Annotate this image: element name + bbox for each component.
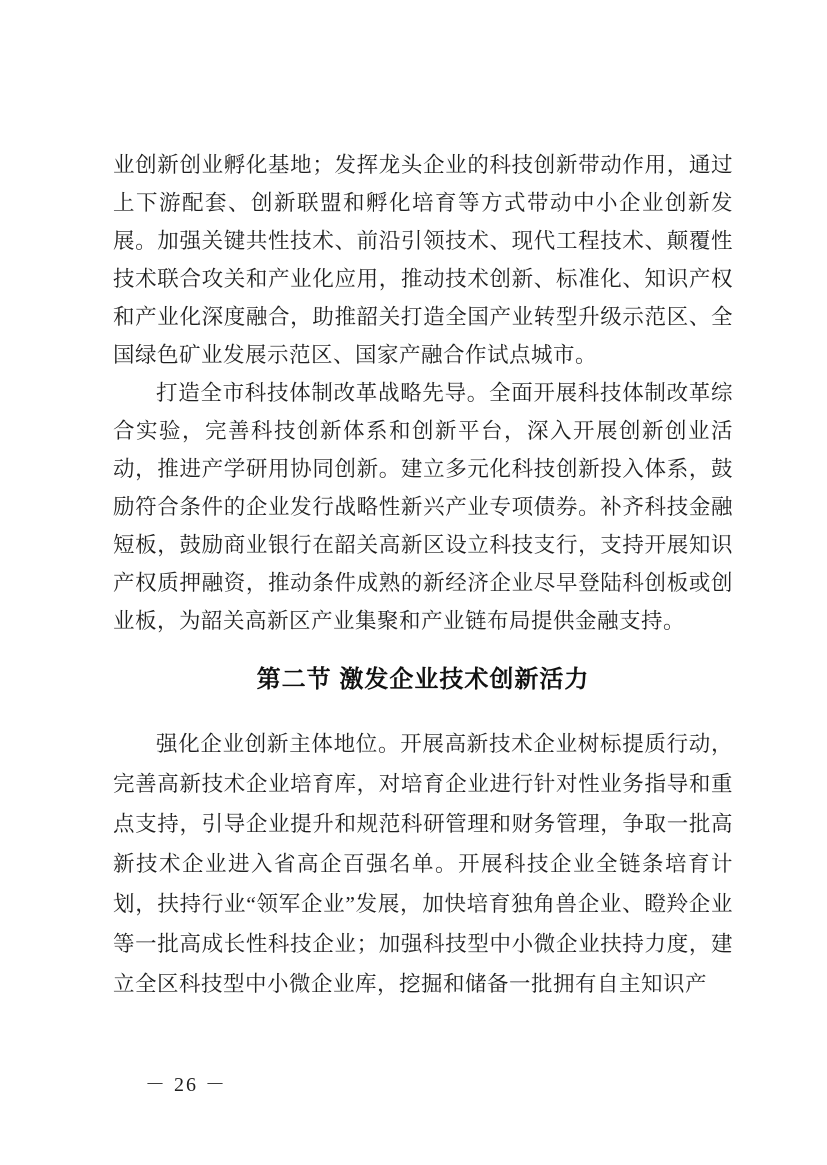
paragraph: 强化企业创新主体地位。开展高新技术企业树标提质行动，完善高新技术企业培育库，对培育企业进行针对性业务指导和重点支持，引导企业提升和规范科研管理和财务管理，争取一批高新技术企业进入省高企百强名单。开展科技企业全链条培育计划，扶持行业“领军企业”发展，加快培育独角兽企业、瞪羚企业等一批高成长性科技企业；加强科技型中小微企业扶持力度，建立全区科技型中小微企业库，挖掘和储备一批拥有自主知识产	[113, 732, 733, 996]
section-heading: 第二节 激发企业技术创新活力	[256, 666, 590, 693]
paragraph: 打造全市科技体制改革战略先导。全面开展科技体制改革综合实验，完善科技创新体系和创新平台，深入开展创新创业活动，推进产学研用协同创新。建立多元化科技创新投入体系，鼓励符合条件的企业发行战略性新兴产业专项债券。补齐科技金融短板，鼓励商业银行在韶关高新区设立科技支行，支持开展知识产权质押融资，推动条件成熟的新经济企业尽早登陆科创板或创业板，为韶关高新区产业集聚和产业链布局提供金融支持。	[113, 381, 733, 633]
page-content	[113, 146, 733, 1004]
page-number: － 26 －	[145, 1074, 227, 1096]
paragraph-continuation: 业创新创业孵化基地；发挥龙头企业的科技创新带动作用，通过上下游配套、创新联盟和孵化培育等方式带动中小企业创新发展。加强关键共性技术、前沿引领技术、现代工程技术、颠覆性技术联合攻关和产业化应用，推动技术创新、标准化、知识产权和产业化深度融合，助推韶关打造全国产业转型升级示范区、全国绿色矿业发展示范区、国家产融合作试点城市。	[113, 153, 733, 367]
